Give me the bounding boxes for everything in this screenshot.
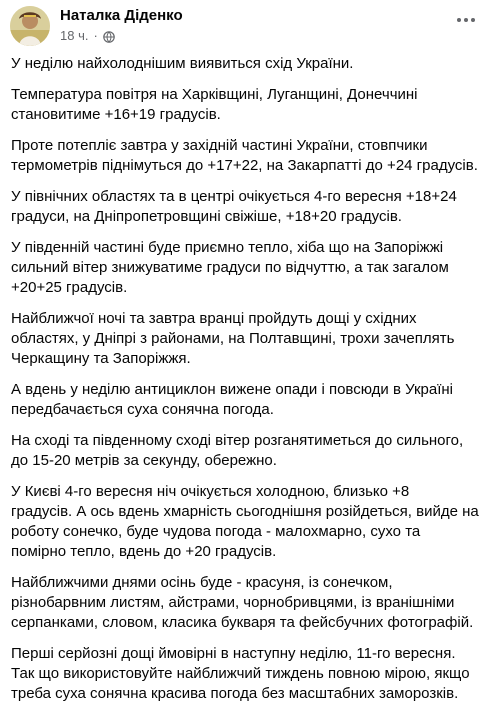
post-paragraph xyxy=(11,136,487,176)
post-text-line: Найближчими днями осінь буде - красуня, із сонечком, xyxy=(11,574,393,591)
post-text-line: Черкащину та Запоріжжя. xyxy=(11,350,191,367)
post-text-line: роботу сонечко, буде чудова погода - малохмарно, сухо та xyxy=(11,523,421,540)
post-text-line: до 15-20 метрів за секунду, обережно. xyxy=(11,452,277,469)
post-text-line: термометрів піднімуться до +17+22, на Закарпатті до +24 градусів. xyxy=(11,157,478,174)
post-paragraph xyxy=(11,54,487,74)
post-time[interactable]: 18 ч. xyxy=(60,28,89,43)
author-name[interactable]: Наталка Діденко xyxy=(60,7,183,24)
post-paragraph xyxy=(11,187,487,227)
post-text-line: У неділю найхолоднішим виявиться схід України. xyxy=(11,55,354,72)
post-text-line: областях, у Дніпрі з районами, на Полтавщині, трохи зачеплять xyxy=(11,330,455,347)
post-text-line: помірно тепло, вдень до +20 градусів. xyxy=(11,543,277,560)
post-text-line: становитиме +16+19 градусів. xyxy=(11,106,221,123)
more-options-icon[interactable] xyxy=(452,10,480,30)
meta-separator: · xyxy=(93,28,98,43)
post-text-line: Температура повітря на Харківщині, Луганщині, Донеччині xyxy=(11,86,418,103)
post-meta xyxy=(60,28,115,44)
globe-icon[interactable] xyxy=(103,31,115,43)
post-text-line: градусів. А ось вдень хмарність сьогоднішня розійдеться, вийде на xyxy=(11,503,479,520)
post-text-line: Проте потепліє завтра у західній частині України, стовпчики xyxy=(11,137,428,154)
post-text xyxy=(11,54,487,715)
post-text-line: сильний вітер знижуватиме градуси по відчуттю, а так загалом xyxy=(11,259,449,276)
post-text-line: +20+25 градусів. xyxy=(11,279,128,296)
post-paragraph xyxy=(11,482,487,562)
post-paragraph xyxy=(11,380,487,420)
post-text-line: А вдень у неділю антициклон вижене опади і повсюди в Україні xyxy=(11,381,453,398)
post-text-line: На сході та південному сході вітер розганятиметься до сильного, xyxy=(11,432,464,449)
avatar[interactable] xyxy=(10,6,50,46)
post-text-line: Найближчої ночі та завтра вранці пройдуть дощі у східних xyxy=(11,310,417,327)
post-paragraph xyxy=(11,85,487,125)
post-text-line: У Києві 4-го вересня ніч очікується холодною, близько +8 xyxy=(11,483,410,500)
post-text-line: різнобарвним листям, айстрами, чорнобривцями, із вранішніми xyxy=(11,594,455,611)
post-text-line: серпанками, словом, класика букваря та фейсбучних фотографій. xyxy=(11,614,474,631)
avatar-image xyxy=(10,6,50,46)
post-text-line: Перші серйозні дощі ймовірні в наступну неділю, 11-го вересня. xyxy=(11,645,456,662)
post-paragraph xyxy=(11,309,487,369)
post-text-line: Так що використовуйте найближчий тиждень повною мірою, якщо xyxy=(11,665,470,682)
post-paragraph xyxy=(11,238,487,298)
post-paragraph xyxy=(11,644,487,704)
post-text-line: У північних областях та в центрі очікується 4-го вересня +18+24 xyxy=(11,188,457,205)
post-text-line: градуси, на Дніпропетровщині свіжіше, +18+20 градусів. xyxy=(11,208,402,225)
post-text-line: треба суха сонячна красива погода без масштабних заморозків. xyxy=(11,685,459,702)
post-text-line: передбачається суха сонячна погода. xyxy=(11,401,274,418)
post-paragraph xyxy=(11,573,487,633)
post-paragraph xyxy=(11,431,487,471)
post-text-line: У південній частині буде приємно тепло, хіба що на Запоріжжі xyxy=(11,239,444,256)
post-header xyxy=(10,6,484,46)
